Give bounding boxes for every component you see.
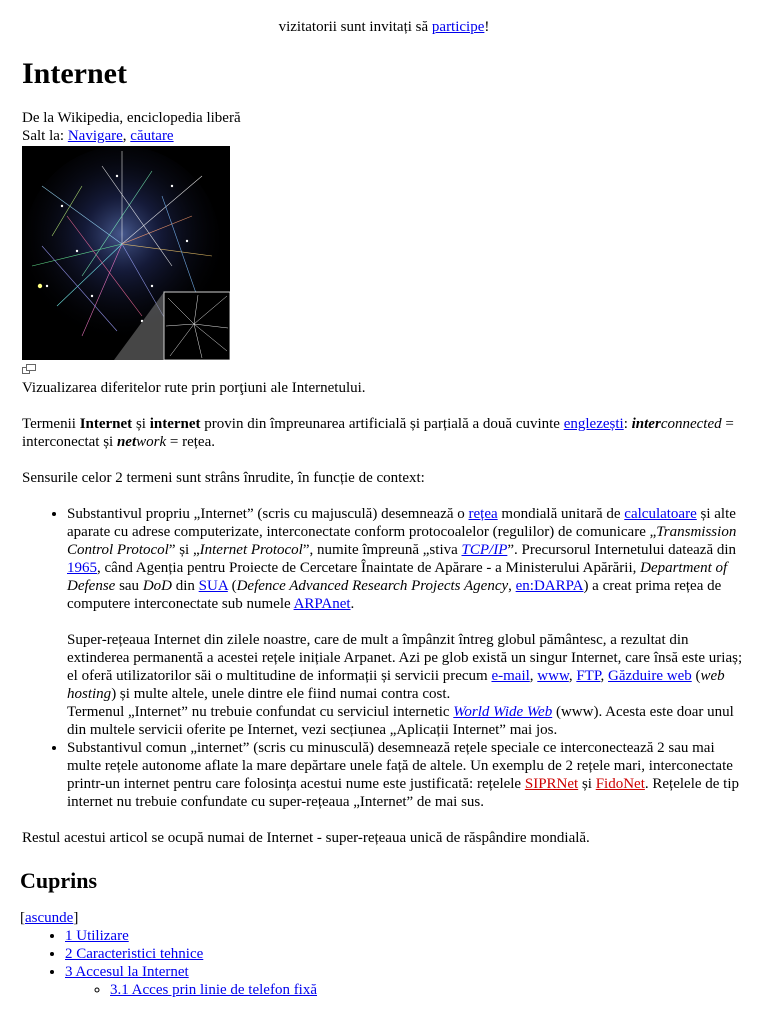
list-item: [67, 739, 746, 811]
text: sau: [115, 578, 143, 594]
text: (: [227, 578, 237, 594]
world-wide-web-link[interactable]: [453, 704, 552, 720]
text: și: [132, 416, 150, 432]
english-link[interactable]: englezești: [563, 416, 624, 432]
text: Termenii: [22, 416, 80, 432]
jump-search-link[interactable]: căutare: [130, 128, 174, 144]
participate-link[interactable]: participe: [431, 19, 485, 35]
toc-sublist: [65, 981, 746, 999]
text: ,: [568, 668, 577, 684]
italic-term: Internet Protocol: [199, 542, 303, 558]
text: .: [350, 596, 355, 612]
darpa-link[interactable]: en:DARPA: [515, 578, 584, 594]
term-connected: connected: [660, 416, 722, 432]
sua-link[interactable]: SUA: [198, 578, 228, 594]
text: = interconectat și: [22, 416, 734, 450]
toc-link-utilizare[interactable]: 1 Utilizare: [65, 928, 129, 944]
toc-item: [65, 945, 746, 963]
term-inter: inter: [631, 416, 661, 432]
toc-item: [65, 963, 746, 999]
image-caption: Vizualizarea diferitelor rute prin porţiuni ale Internetului.: [22, 380, 366, 396]
list-item: [67, 505, 746, 739]
text: Termenul „Internet” nu trebuie confundat cu serviciul internetic: [67, 704, 454, 720]
year-1965-link[interactable]: 1965: [67, 560, 97, 576]
text: , când Agenția pentru Proiecte de Cercetare Înaintate de Apărare - a Ministerului Apărării,: [97, 560, 641, 576]
site-notice: [0, 18, 768, 36]
bold-term-internet: Internet: [79, 416, 133, 432]
www-link[interactable]: www: [537, 668, 569, 684]
arpanet-link[interactable]: ARPAnet: [293, 596, 351, 612]
toc-hide-link[interactable]: ascunde: [25, 910, 74, 926]
text: ” și „: [168, 542, 200, 558]
site-notice-text: vizitatorii sunt invitați să: [278, 19, 432, 35]
text: și: [578, 776, 596, 792]
italic-term: web hosting: [67, 668, 725, 702]
italic-term: DoD: [142, 578, 172, 594]
text: provin din împreunarea artificială și parțială a două cuvinte: [200, 416, 564, 432]
internet-map-image[interactable]: [22, 146, 230, 360]
web-hosting-link[interactable]: Găzduire web: [608, 668, 692, 684]
text: Substantivul comun „internet” (scris cu minusculă) desemnează rețele speciale ce interconectează 2 sau mai multe rețele autonome aflate la mare depărtare unele față de altele. Un exemplu de 2 rețele mari, interconectate printr-un internet pentru care folosința acestui nume este justificată: rețelele: [67, 740, 733, 792]
fidonet-link[interactable]: FidoNet: [595, 776, 645, 792]
ftp-link[interactable]: FTP: [576, 668, 601, 684]
italic-term: Department of Defense: [67, 560, 728, 594]
text: (: [691, 668, 701, 684]
jump-separator: ,: [122, 128, 131, 144]
text: ,: [529, 668, 538, 684]
italic-term: Defence Advanced Research Projects Agency: [236, 578, 509, 594]
text: și alte aparate cu adrese computerizate, interconectate conform protocoalelor (regulilor) de comunicare „: [67, 506, 736, 540]
bracket: [: [20, 910, 25, 926]
email-link[interactable]: e-mail: [491, 668, 530, 684]
text: (www). Acesta este doar unul din multele servicii oferite pe Internet, vezi secțiunea „Aplicații Internet” mai jos.: [67, 704, 734, 738]
text: din: [171, 578, 199, 594]
toc-list: [22, 927, 746, 999]
jump-to-links: [22, 127, 746, 145]
text: :: [623, 416, 632, 432]
tcpip-link[interactable]: [462, 542, 508, 558]
toc-link-caracteristici[interactable]: 2 Caracteristici tehnice: [65, 946, 204, 962]
text: Super-rețeaua Internet din zilele noastre, care de mult a împânzit întreg globul pământesc, a rezultat din extinderea permanentă a acestei rețele inițiale Arpanet. Azi pe glob există un singur Internet, care însă este uriaș; el oferă utilizatorilor săi o multitudine de informații și servicii precum: [67, 632, 743, 684]
toc-link-acces-telefon[interactable]: 3.1 Acces prin linie de telefon fixă: [110, 982, 318, 998]
text: ,: [600, 668, 609, 684]
calculatoare-link[interactable]: calculatoare: [624, 506, 697, 522]
jump-navigation-link[interactable]: Navigare: [67, 128, 123, 144]
meanings-list: [22, 505, 746, 811]
list-item-paragraph: [67, 703, 746, 739]
tcpip-link-label: TCP/IP: [461, 542, 508, 558]
text: mondială unitară de: [497, 506, 625, 522]
toc-link-acces[interactable]: 3 Accesul la Internet: [65, 964, 189, 980]
toc-heading: Cuprins: [20, 868, 98, 893]
term-work: work: [136, 434, 167, 450]
text: ,: [508, 578, 516, 594]
text: ”, numite împreună „stiva: [302, 542, 462, 558]
text: ”. Precursorul Internetului datează din: [507, 542, 737, 558]
world-wide-web-link-label: World Wide Web: [453, 704, 553, 720]
jump-prefix: Salt la:: [22, 128, 68, 144]
siprnet-link[interactable]: SIPRNet: [524, 776, 579, 792]
internet-map-graphic: [22, 146, 230, 360]
toc-subitem: [110, 981, 746, 999]
text: ) a creat prima rețea de computere interconectate sub numele: [67, 578, 722, 612]
text: ) și multe altele, unele dintre ele fiind numai contra cost.: [111, 686, 451, 702]
intro-paragraph-3: Restul acestui articol se ocupă numai de Internet - super-rețeaua unică de răspândire mondială.: [22, 830, 590, 846]
text: = rețea.: [166, 434, 215, 450]
term-net: net: [116, 434, 137, 450]
page-title: Internet: [22, 57, 127, 90]
italic-term: Transmission Control Protocol: [67, 524, 737, 558]
text: Substantivul propriu „Internet” (scris cu majusculă) desemnează o: [67, 506, 469, 522]
retea-link[interactable]: rețea: [468, 506, 498, 522]
site-notice-tail: !: [484, 19, 490, 35]
intro-paragraph-1: [22, 415, 746, 451]
toc-item: [65, 927, 746, 945]
site-tagline: De la Wikipedia, enciclopedia liberă: [22, 110, 241, 126]
article-content: [22, 50, 746, 999]
magnify-icon[interactable]: [22, 361, 36, 371]
list-item-paragraph: [67, 631, 746, 703]
bracket: ]: [73, 910, 79, 926]
text: . Rețelele de tip internet nu trebuie confundate cu super-rețeaua „Internet” de mai sus.: [67, 776, 740, 810]
toc-toggle: [20, 909, 746, 927]
bold-term-internet-lower: internet: [149, 416, 201, 432]
intro-paragraph-2: Sensurile celor 2 termeni sunt strâns înrudite, în funcție de context:: [22, 470, 425, 486]
